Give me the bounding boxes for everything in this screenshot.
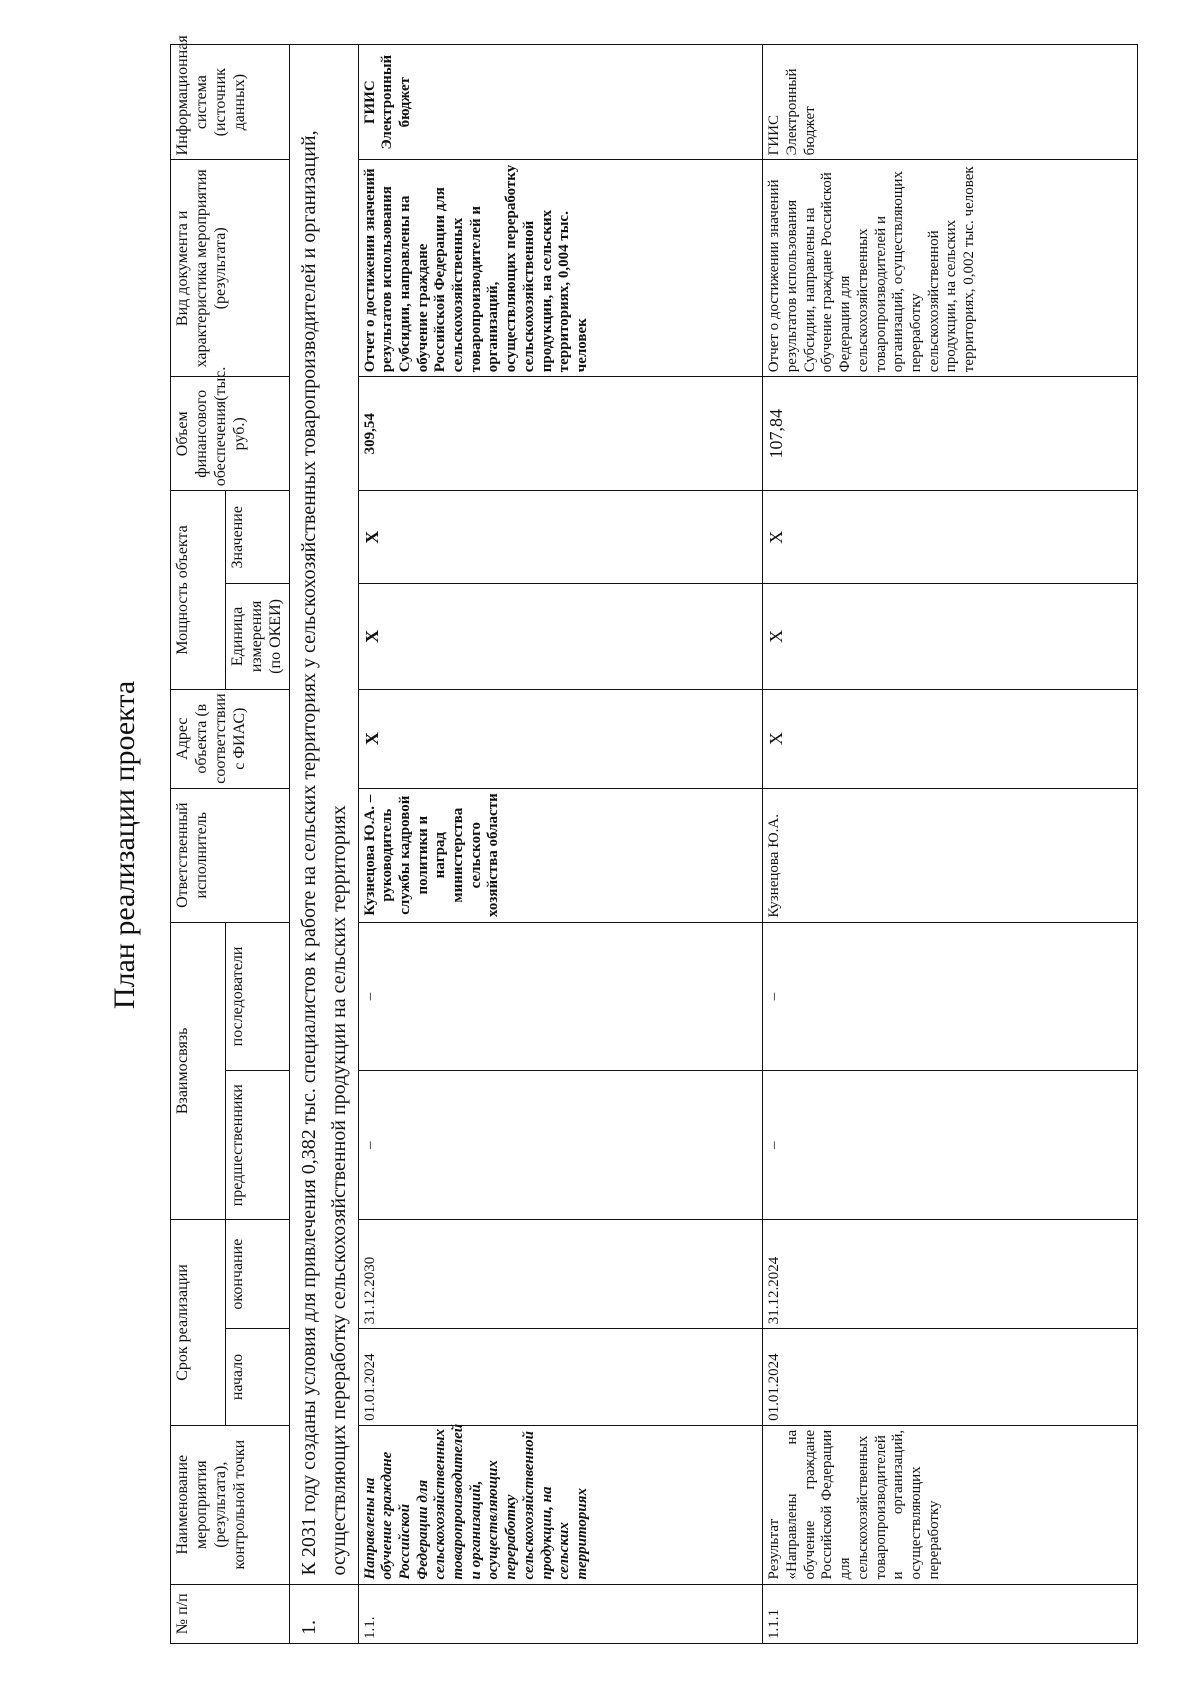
row-num: 1.1.1	[763, 1584, 1138, 1643]
row-value: Х	[763, 491, 1138, 584]
row-end: 31.12.2024	[763, 1220, 1138, 1329]
row-fin: 309,54	[358, 377, 763, 491]
goal-text: К 2031 году созданы условия для привлечения 0,382 тыс. специалистов к работе на сельских территориях у сельскохозяйственных товаропроизводителей и организаций, осуществляющих переработку сельскохозяйственной продукции на сельских территориях	[289, 45, 358, 1585]
row-start: 01.01.2024	[763, 1329, 1138, 1426]
row-resp: Кузнецова Ю.А. – руководитель службы кадровой политики и наград министерства сельского хозяйства области	[358, 788, 763, 922]
row-info: ГИИС Электронный бюджет	[763, 45, 1138, 160]
row-name: Результат «Направлены на обучение граждане Российской Федерации для сельскохозяйственных товаропроизводителей и организаций, осуществляющих переработку	[763, 1425, 1138, 1584]
header-addr: Адрес объекта (в соответствии с ФИАС)	[171, 689, 290, 788]
header-cap: Мощность объекта	[171, 491, 226, 689]
rotated-document	[80, 30, 1150, 1660]
row-addr: Х	[358, 689, 763, 788]
header-cap-unit: Единица измерения (по ОКЕИ)	[226, 584, 290, 689]
header-cap-value: Значение	[226, 491, 290, 584]
header-fin: Объем финансового обеспечения(тыс. руб.)	[171, 377, 290, 491]
header-name: Наименование мероприятия (результата), контрольной точки	[171, 1425, 290, 1584]
header-term-end: окончание	[226, 1220, 290, 1329]
row-addr: Х	[763, 689, 1138, 788]
row-value: Х	[358, 491, 763, 584]
row-name: Направлены на обучение граждане Российской Федерации для сельскохозяйственных товаропроизводителей и организаций, осуществляющих переработку сельскохозяйственной продукции, на сельских территориях	[358, 1425, 763, 1584]
row-num: 1.1.	[358, 1584, 763, 1643]
project-plan-table	[170, 35, 1138, 1644]
table-row	[763, 45, 1138, 1644]
row-end: 31.12.2030	[358, 1220, 763, 1329]
row-start: 01.01.2024	[358, 1329, 763, 1426]
row-doc: Отчет о достижении значений результатов использования Субсидии, направлены на обучение граждане Российской Федерации для сельскохозяйственных товаропроизводителей и организаций, осуществляющих переработку сельскохозяйственной продукции, на сельских территориях, 0,002 тыс. человек	[763, 160, 1138, 377]
header-link: Взаимосвязь	[171, 922, 226, 1219]
header-info: Информационная система (источник данных)	[171, 45, 290, 160]
row-prev: –	[763, 1071, 1138, 1220]
header-doc: Вид документа и характеристика мероприятия (результата)	[171, 160, 290, 377]
row-doc: Отчет о достижении значений результатов использования Субсидии, направлены на обучение граждане Российской Федерации для сельскохозяйственных товаропроизводителей и организаций, осуществляющих переработку сельскохозяйственной продукции, на сельских территориях, 0,004 тыс. человек	[358, 160, 763, 377]
table-row	[358, 45, 763, 1644]
row-unit: Х	[358, 584, 763, 689]
header-term: Срок реализации	[171, 1220, 226, 1426]
row-resp: Кузнецова Ю.А.	[763, 788, 1138, 922]
row-unit: Х	[763, 584, 1138, 689]
header-resp: Ответственный исполнитель	[171, 788, 290, 922]
row-next: –	[763, 922, 1138, 1071]
header-link-next: последователи	[226, 922, 290, 1071]
page-title: План реализации проекта	[108, 680, 141, 1010]
goal-num: 1.	[289, 1584, 358, 1643]
row-fin: 107,84	[763, 377, 1138, 491]
header-term-start: начало	[226, 1329, 290, 1426]
header-link-prev: предшественники	[226, 1071, 290, 1220]
header-num: № п/п	[171, 1584, 290, 1643]
row-next: –	[358, 922, 763, 1071]
row-prev: –	[358, 1071, 763, 1220]
row-info: ГИИС Электронный бюджет	[358, 45, 763, 160]
